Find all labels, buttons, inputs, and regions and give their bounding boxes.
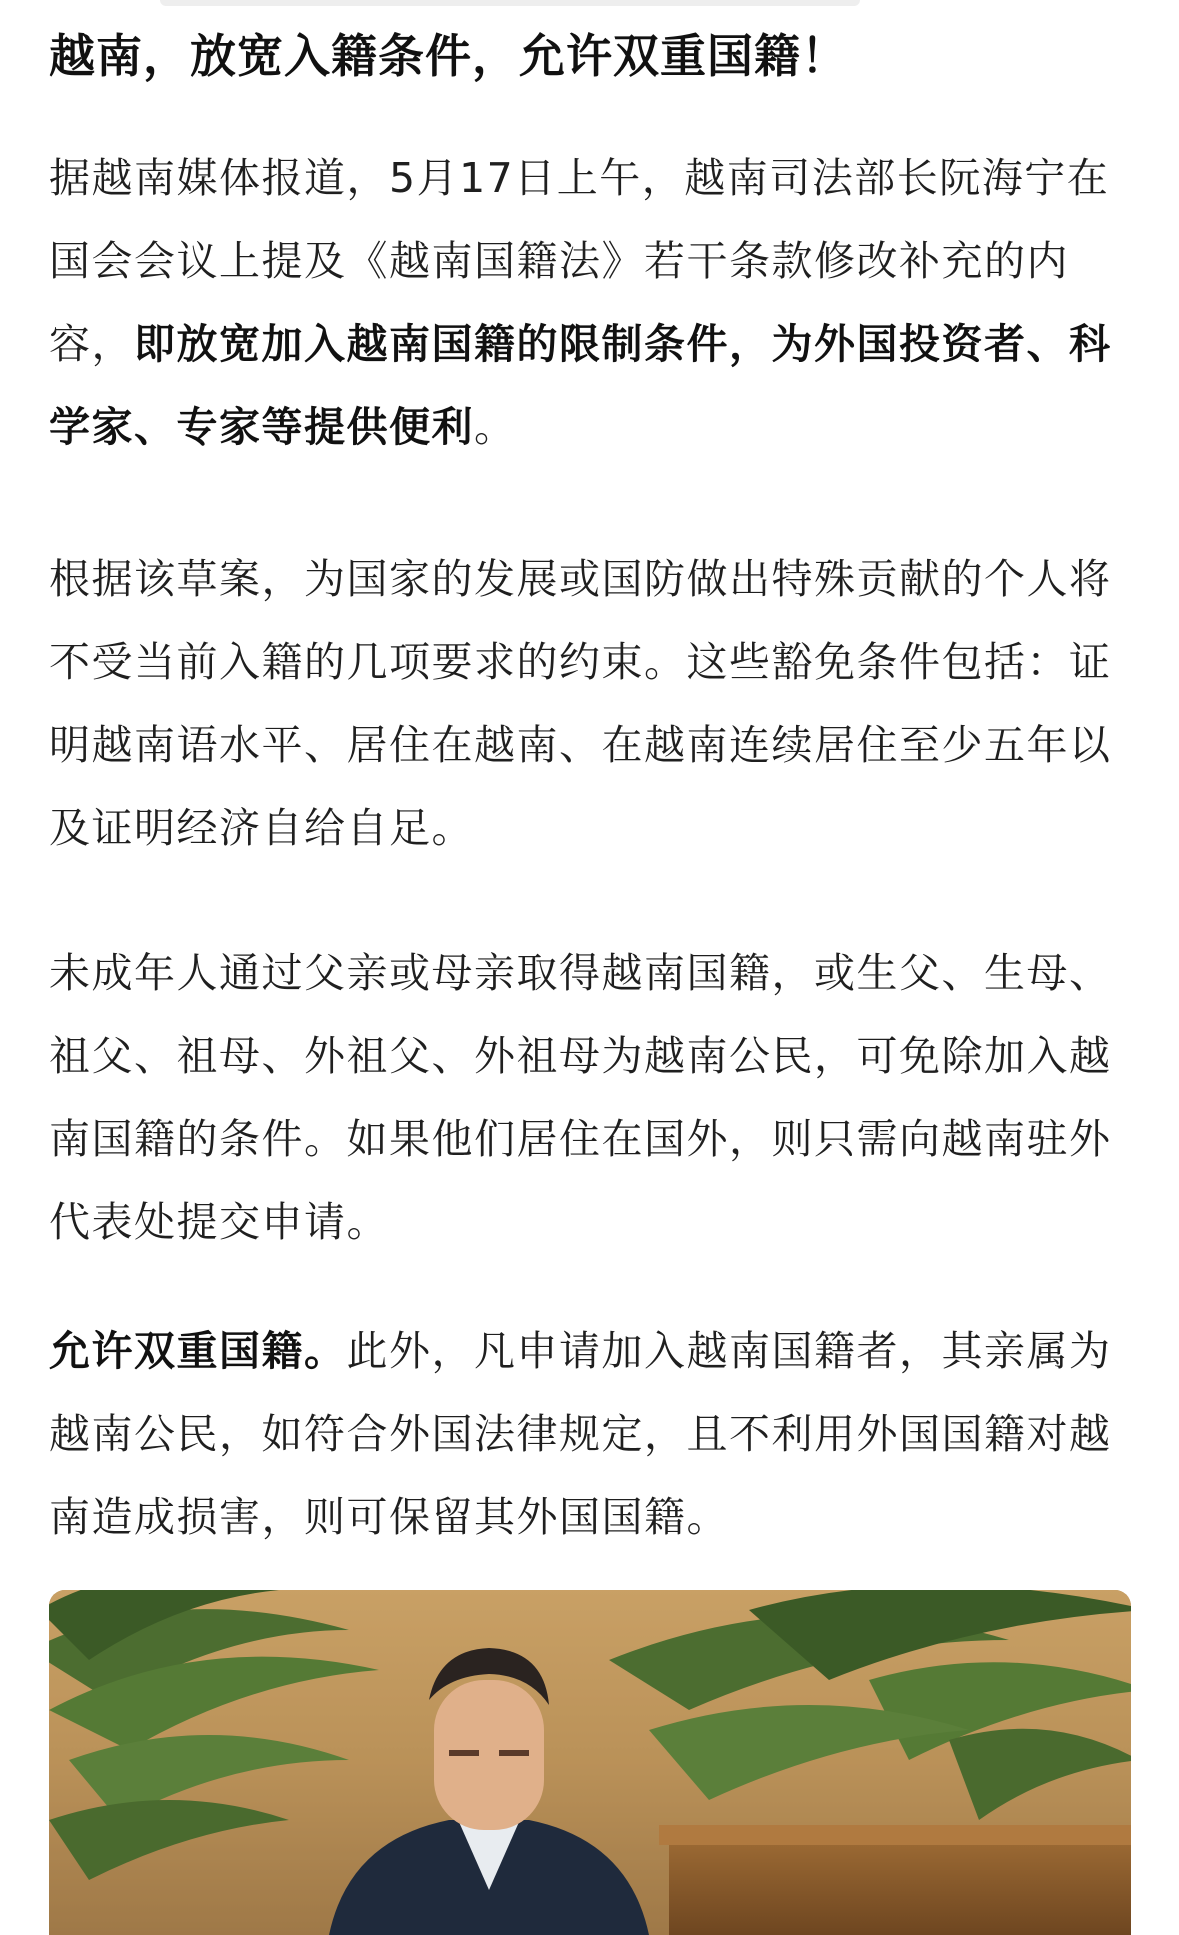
paragraph-1 — [49, 137, 1119, 469]
paragraph-4-text: 此外，凡申请加入越南国籍者，其亲属为越南公民，如符合外国法律规定，且不利用外国国籍对越南造成损害，则可保留其外国国籍。 — [49, 1327, 1112, 1541]
previous-card-edge — [160, 0, 860, 6]
podium — [659, 1825, 1131, 1935]
paragraph-1-bold: 即放宽加入越南国籍的限制条件，为外国投资者、科学家、专家等提供便利 — [49, 320, 1112, 451]
paragraph-2: 根据该草案，为国家的发展或国防做出特殊贡献的个人将不受当前入籍的几项要求的约束。这些豁免条件包括：证明越南语水平、居住在越南、在越南连续居住至少五年以及证明经济自给自足。 — [49, 555, 1112, 852]
speaker-photo-illustration — [49, 1590, 1131, 1935]
paragraph-4 — [49, 1310, 1119, 1559]
paragraph-1-text: 据越南媒体报道，5月17日上午，越南司法部长阮海宁在国会会议上提及《越南国籍法》若干条款修改补充的内容， — [49, 154, 1110, 368]
article-headline: 越南，放宽入籍条件，允许双重国籍！ — [49, 29, 848, 83]
article-body — [49, 18, 1129, 1541]
paragraph-1-end: 。 — [474, 403, 517, 451]
paragraph-4-bold: 允许双重国籍。 — [49, 1327, 347, 1375]
article-photo[interactable] — [49, 1590, 1131, 1935]
paragraph-3: 未成年人通过父亲或母亲取得越南国籍，或生父、生母、祖父、祖母、外祖父、外祖母为越南公民，可免除加入越南国籍的条件。如果他们居住在国外，则只需向越南驻外代表处提交申请。 — [49, 949, 1112, 1246]
